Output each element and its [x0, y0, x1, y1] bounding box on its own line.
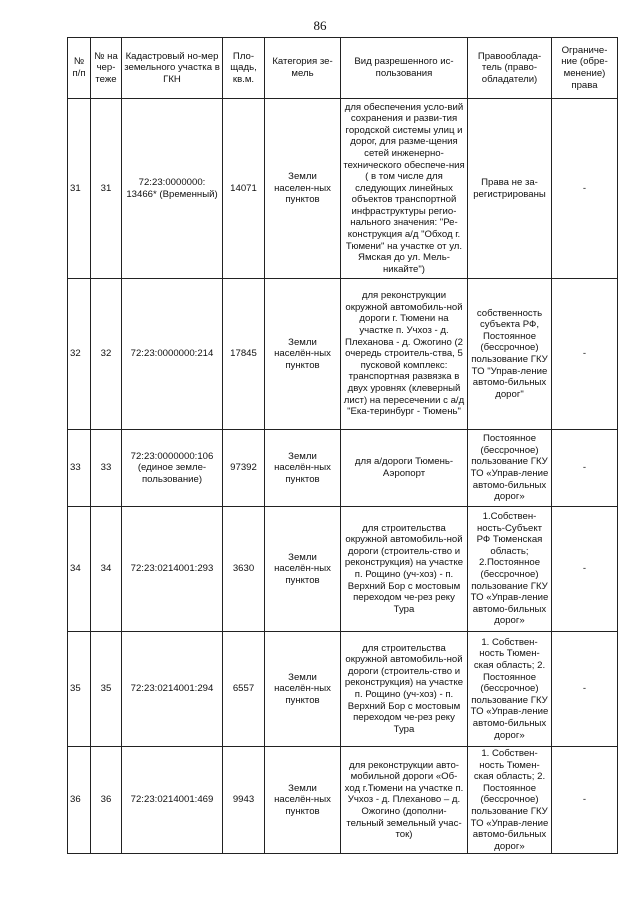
row-restriction: - — [552, 99, 618, 279]
row-land-category: Земли населен-ных пунктов — [265, 99, 341, 279]
row-rights-holder: собственность субъекта РФ, Постоянное (бессрочное) пользование ГКУ ТО "Управ-ление автомо-бильных дорог" — [468, 279, 552, 430]
row-area: 97392 — [223, 430, 265, 507]
row-restriction: - — [552, 632, 618, 747]
row-num: 32 — [68, 279, 91, 430]
row-area: 6557 — [223, 632, 265, 747]
table-row — [68, 99, 618, 279]
row-area: 9943 — [223, 747, 265, 854]
row-rights-holder: 1.Собствен-ность-Субъект РФ Тюменская область; 2.Постоянное (бессрочное) пользование ГКУ ТО «Управ-ление автомо-бильных дорог» — [468, 507, 552, 632]
row-land-category: Земли населён-ных пунктов — [265, 747, 341, 854]
header-permitted-use: Вид разрешенного ис-пользования — [341, 38, 468, 99]
table-row — [68, 632, 618, 747]
row-permitted-use: для обеспечения усло-вий сохранения и разви-тия городской системы улиц и дорог, для разме-щения сетей инженерно-технического обеспече-ния ( в том числе для следующих линейных объектов транспортной инфраструктуры регио-нального значения: "Ре-конструкция а/д "Обход г. Тюмени" на участке от ул. Ямская до ул. Мель-никайте") — [341, 99, 468, 279]
row-restriction: - — [552, 430, 618, 507]
row-rights-holder: Постоянное (бессрочное) пользование ГКУ ТО «Управ-ление автомо-бильных дорог» — [468, 430, 552, 507]
row-restriction: - — [552, 507, 618, 632]
row-num: 36 — [68, 747, 91, 854]
row-cadastral-number: 72:23:0000000:106 (единое земле-пользование) — [122, 430, 223, 507]
row-cadastral-number: 72:23:0000000:214 — [122, 279, 223, 430]
row-cadastral-number: 72:23:0000000: 13466* (Временный) — [122, 99, 223, 279]
row-permitted-use: для реконструкции окружной автомобиль-ной дороги г. Тюмени на участке п. Учхоз - д. Плеханова - д. Ожогино (2 очередь строитель-ства, 5 пусковой комплекс: транспортная развязка в двух уровнях (клеверный лист) на пересечении с а/д "Ека-теринбург - Тюмень" — [341, 279, 468, 430]
row-drawing-num: 34 — [91, 507, 122, 632]
row-drawing-num: 36 — [91, 747, 122, 854]
header-area: Пло-щадь, кв.м. — [223, 38, 265, 99]
row-area: 14071 — [223, 99, 265, 279]
header-restriction: Ограниче-ние (обре-менение) права — [552, 38, 618, 99]
row-restriction: - — [552, 279, 618, 430]
header-cadastral-number: Кадастровый но-мер земельного участка в ГКН — [122, 38, 223, 99]
row-drawing-num: 35 — [91, 632, 122, 747]
row-permitted-use: для строительства окружной автомобиль-ной дороги (строитель-ство и реконструкция) на участке п. Рощино (уч-хоз) - п. Верхний Бор с мостовым переходом че-рез реку Тура — [341, 507, 468, 632]
row-rights-holder: 1. Собствен-ность Тюмен-ская область; 2. Постоянное (бессрочное) пользование ГКУ ТО «Управ-ление автомо-бильных дорог» — [468, 632, 552, 747]
row-permitted-use: для строительства окружной автомобиль-ной дороги (строитель-ство и реконструкция) на участке п. Рощино (уч-хоз) - п. Верхний Бор с мостовым переходом че-рез реку Тура — [341, 632, 468, 747]
row-drawing-num: 31 — [91, 99, 122, 279]
table-row — [68, 430, 618, 507]
row-num: 35 — [68, 632, 91, 747]
page-number: 86 — [313, 18, 327, 33]
header-num: № п/п — [68, 38, 91, 99]
row-restriction: - — [552, 747, 618, 854]
row-cadastral-number: 72:23:0214001:294 — [122, 632, 223, 747]
row-rights-holder: 1. Собствен-ность Тюмен-ская область; 2. Постоянное (бессрочное) пользование ГКУ ТО «Управ-ление автомо-бильных дорог» — [468, 747, 552, 854]
header-rights-holder: Правооблада-тель (право-обладатели) — [468, 38, 552, 99]
row-land-category: Земли населён-ных пунктов — [265, 430, 341, 507]
row-num: 34 — [68, 507, 91, 632]
table-row — [68, 507, 618, 632]
row-cadastral-number: 72:23:0214001:469 — [122, 747, 223, 854]
row-drawing-num: 32 — [91, 279, 122, 430]
land-plots-table — [67, 37, 618, 854]
header-land-category: Категория зе-мель — [265, 38, 341, 99]
table-header-row — [68, 38, 618, 99]
row-area: 17845 — [223, 279, 265, 430]
row-area: 3630 — [223, 507, 265, 632]
row-land-category: Земли населён-ных пунктов — [265, 507, 341, 632]
row-rights-holder: Права не за-регистрированы — [468, 99, 552, 279]
row-permitted-use: для реконструкции авто-мобильной дороги «Об-ход г.Тюмени на участке п. Учхоз - д. Плеханово – д. Ожогино (дополни-тельный земельный учас-ток) — [341, 747, 468, 854]
row-land-category: Земли населён-ных пунктов — [265, 632, 341, 747]
row-drawing-num: 33 — [91, 430, 122, 507]
row-cadastral-number: 72:23:0214001:293 — [122, 507, 223, 632]
table-row — [68, 279, 618, 430]
table-row — [68, 747, 618, 854]
header-drawing-num: № на чер-теже — [91, 38, 122, 99]
row-num: 33 — [68, 430, 91, 507]
row-land-category: Земли населён-ных пунктов — [265, 279, 341, 430]
row-num: 31 — [68, 99, 91, 279]
row-permitted-use: для а/дороги Тюмень-Аэропорт — [341, 430, 468, 507]
